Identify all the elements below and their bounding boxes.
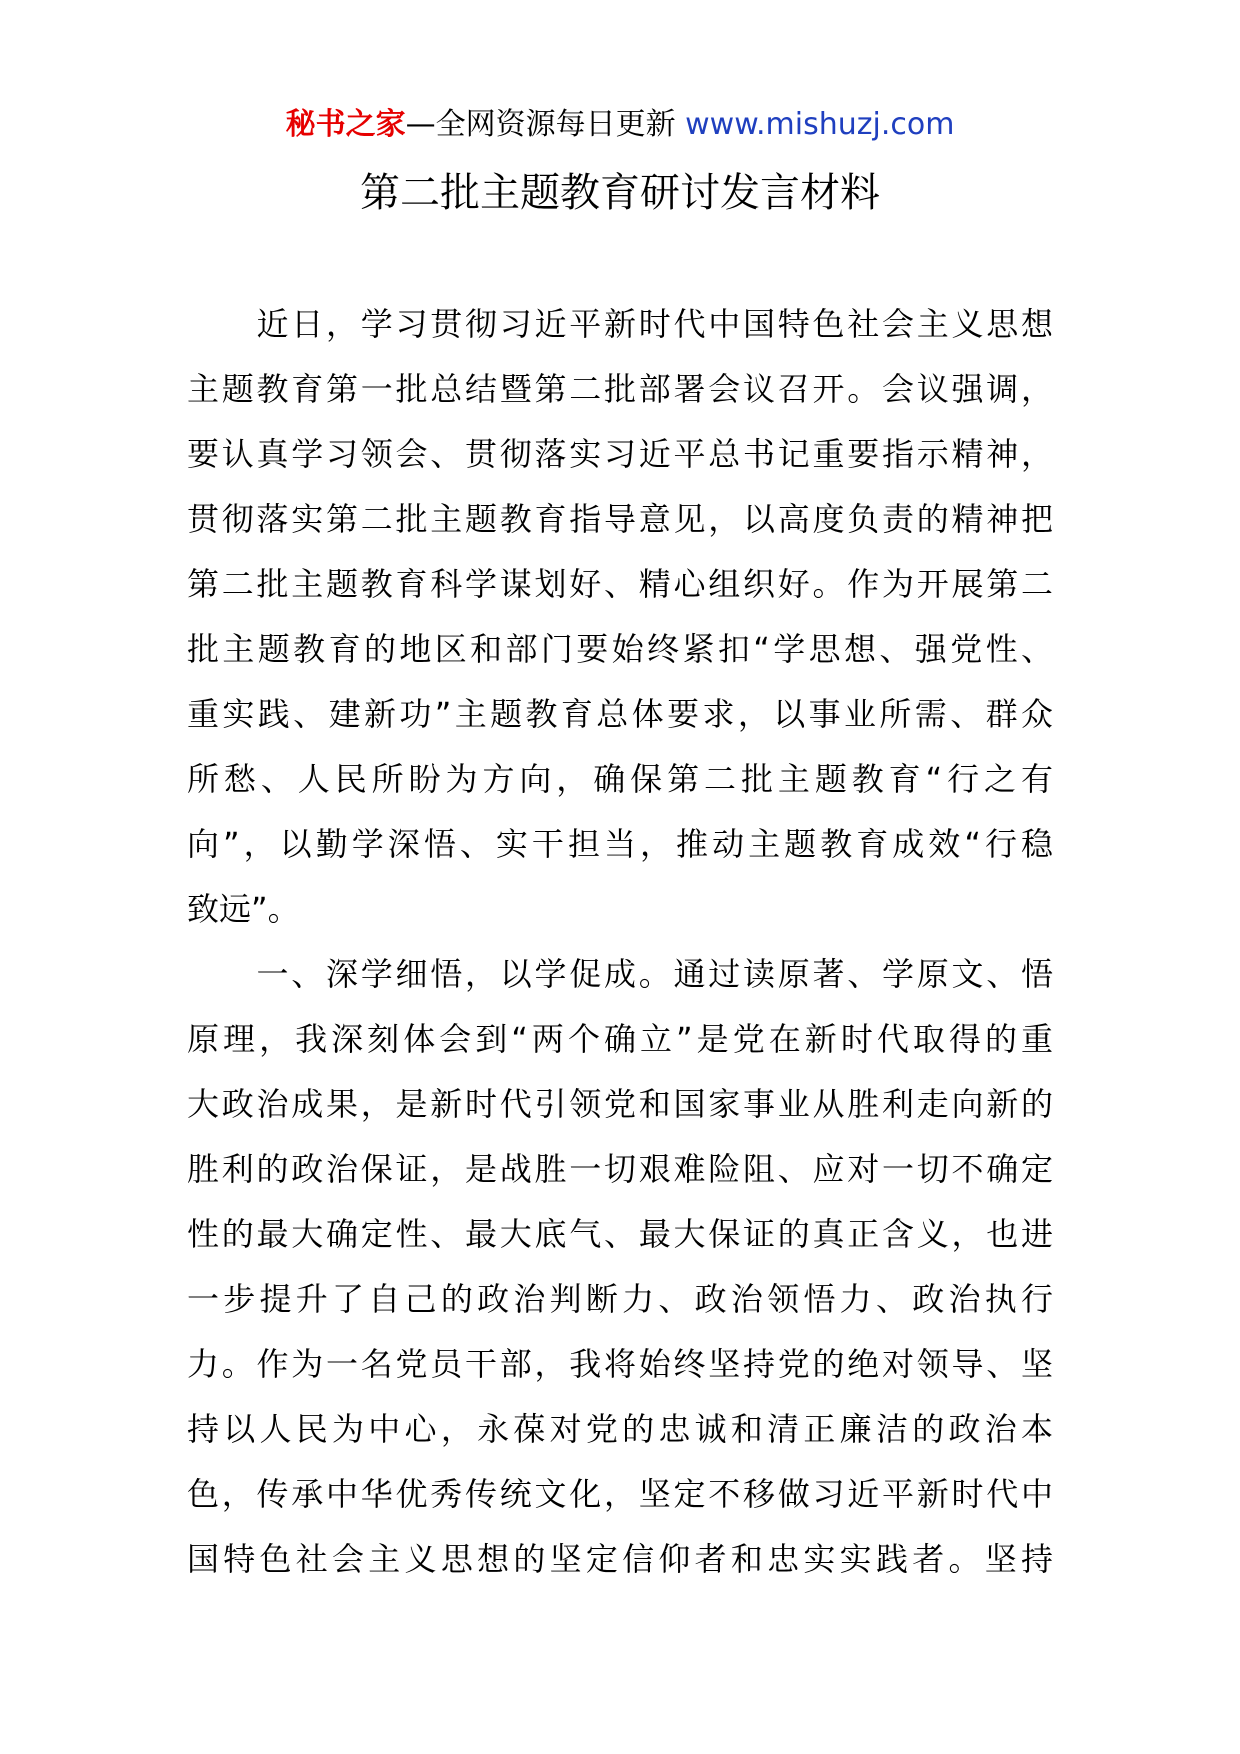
body-line: 色，传承中华优秀传统文化，坚定不移做习近平新时代中 xyxy=(187,1475,1053,1513)
site-tagline: —全网资源每日更新 xyxy=(405,107,676,142)
body-line: 第二批主题教育科学谋划好、精心组织好。作为开展第二 xyxy=(187,565,1053,603)
brand-name: 秘书之家 xyxy=(285,107,406,142)
body-line: 要认真学习领会、贯彻落实习近平总书记重要指示精神， xyxy=(187,435,1053,473)
body-line: 国特色社会主义思想的坚定信仰者和忠实实践者。坚持 xyxy=(187,1540,1053,1578)
body-line: 持以人民为中心，永葆对党的忠诚和清正廉洁的政治本 xyxy=(187,1410,1053,1448)
body-line: 性的最大确定性、最大底气、最大保证的真正含义，也进 xyxy=(187,1215,1053,1253)
body-line: 致远”。 xyxy=(187,890,300,928)
body-line: 所愁、人民所盼为方向，确保第二批主题教育“行之有 xyxy=(187,760,1053,798)
body-line: 力。作为一名党员干部，我将始终坚持党的绝对领导、坚 xyxy=(187,1345,1053,1383)
body-line: 原理，我深刻体会到“两个确立”是党在新时代取得的重 xyxy=(187,1020,1053,1058)
body-line: 贯彻落实第二批主题教育指导意见，以高度负责的精神把 xyxy=(187,500,1053,538)
body-line: 一、深学细悟，以学促成。通过读原著、学原文、悟 xyxy=(187,955,1053,993)
body-line: 一步提升了自己的政治判断力、政治领悟力、政治执行 xyxy=(187,1280,1053,1318)
site-header xyxy=(0,100,1240,150)
body-line: 向”，以勤学深悟、实干担当，推动主题教育成效“行稳 xyxy=(187,825,1053,863)
body-line: 大政治成果，是新时代引领党和国家事业从胜利走向新的 xyxy=(187,1085,1053,1123)
document-body xyxy=(187,292,1053,1592)
document-title: 第二批主题教育研讨发言材料 xyxy=(360,170,880,216)
body-line: 主题教育第一批总结暨第二批部署会议召开。会议强调， xyxy=(187,370,1053,408)
body-line: 批主题教育的地区和部门要始终紧扣“学思想、强党性、 xyxy=(187,630,1053,668)
body-line: 重实践、建新功”主题教育总体要求，以事业所需、群众 xyxy=(187,695,1053,733)
site-url-link[interactable]: www.mishuzj.com xyxy=(685,107,955,142)
body-line: 近日，学习贯彻习近平新时代中国特色社会主义思想 xyxy=(187,305,1053,343)
body-line: 胜利的政治保证，是战胜一切艰难险阻、应对一切不确定 xyxy=(187,1150,1053,1188)
